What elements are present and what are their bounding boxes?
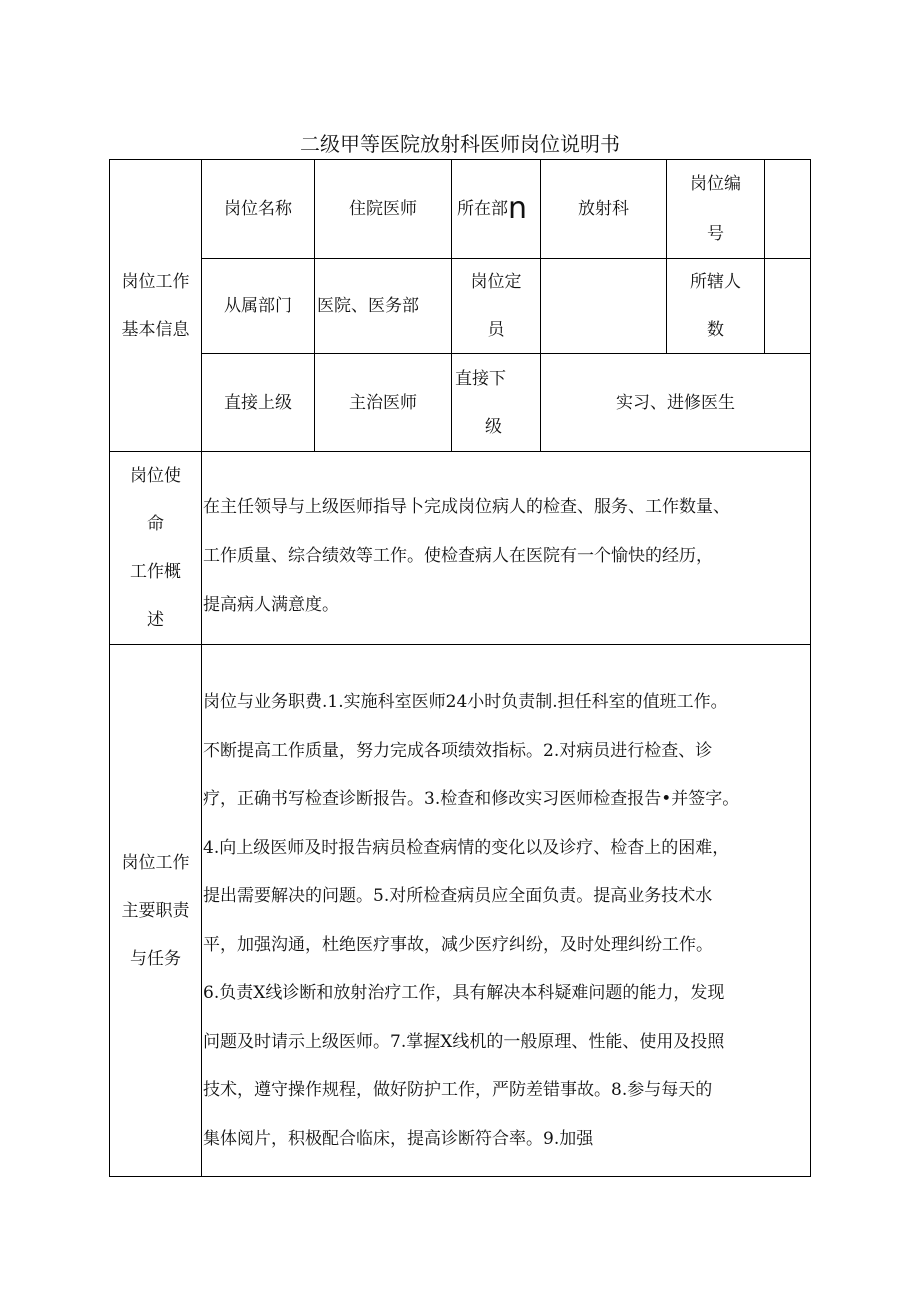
basic-info-label-line-1: 岗位工作 <box>121 271 190 292</box>
mission-section-label <box>110 452 201 644</box>
parent-dept-value: 医院、医务部 <box>317 296 419 316</box>
duties-line: 技术，遵守操作规程，做好防护工作，严防差错事故。8.参与每天的 <box>203 1080 713 1100</box>
duties-text <box>203 678 809 1163</box>
basic-info-label-line-2: 基本信息 <box>121 319 190 340</box>
mission-line: 工作质量、综合绩效等工作。使检查病人在医院有一个愉快的经历， <box>203 546 713 566</box>
basic-info-section-label <box>110 160 201 451</box>
duties-label-line-1: 岗位工作 <box>121 852 190 873</box>
post-no-label <box>667 160 764 258</box>
dept-label-glyph: n <box>508 191 528 226</box>
quota-label-line-1: 岗位定 <box>470 272 522 292</box>
mission-line: 提高病人满意度。 <box>203 595 339 615</box>
duties-line: 4.向上级医师及时报告病员检查病情的变化以及诊疗、检杳上的困难， <box>203 837 730 858</box>
subordinate-label-line-2: 级 <box>485 416 502 437</box>
duties-line: 不断提高工作质量，努力完成各项绩效指标。2.对病员进行检查、诊 <box>203 740 713 761</box>
quota-label-line-2: 员 <box>487 320 505 340</box>
dept-label-text: 所在部 <box>457 199 508 219</box>
post-name-label: 岗位名称 <box>224 199 292 219</box>
dept-label <box>452 160 540 258</box>
mission-label-line-2: 命 <box>147 514 164 534</box>
parent-dept-label: 从属部门 <box>224 296 292 316</box>
duties-line: 岗位与业务职费.1.实施科室医师24小时负责制.担任科室的值班工作。 <box>203 692 728 712</box>
duties-line: 6.负责X线诊断和放射治疗工作，具有解决本科疑难问题的能力，发现 <box>203 983 725 1003</box>
dept-value: 放射科 <box>578 199 629 219</box>
post-no-label-line-2: 号 <box>707 224 724 244</box>
duties-line: 问题及时请示上级医师。7.掌握X线机的一般原理、性能、使用及投照 <box>203 1031 725 1052</box>
post-no-label-line-1: 岗位编 <box>690 174 741 194</box>
staff-label <box>667 259 764 353</box>
post-name-value: 住院医师 <box>349 199 417 219</box>
staff-value <box>765 259 810 353</box>
duties-line: 提出需要解决的问题。5.对所检查病员应全面负责。提高业务技术水 <box>203 886 713 906</box>
subordinate-value: 实习、进修医生 <box>616 392 735 413</box>
duties-line: 平，加强沟通，杜绝医疗事故，减少医疗纠纷，及时处理纠纷工作。 <box>203 934 713 955</box>
superior-label: 直接上级 <box>224 392 292 413</box>
duties-label-line-3: 与任务 <box>130 948 181 969</box>
mission-label-line-1: 岗位使 <box>130 466 181 486</box>
page-title: 二级甲等医院放射科医师岗位说明书 <box>300 132 620 156</box>
mission-line: 在主任领导与上级医师指导卜完成岗位病人的检查、服务、工作数量、 <box>203 497 730 517</box>
quota-value <box>541 259 666 353</box>
subordinate-label-line-1: 直接下 <box>455 368 506 389</box>
mission-label-line-4: 述 <box>147 610 164 630</box>
duties-section-label <box>110 645 201 1176</box>
subordinate-label <box>452 354 540 451</box>
duties-label-line-2: 主要职责 <box>121 900 190 921</box>
duties-line: 集体阅片，积极配合临床，提高诊断符合率。9.加强 <box>203 1128 594 1149</box>
post-no-value <box>765 160 810 258</box>
superior-value: 主治医师 <box>349 392 417 413</box>
mission-label-line-3: 工作概 <box>130 562 181 582</box>
mission-text <box>203 483 809 630</box>
staff-label-line-1: 所辖人 <box>690 272 741 292</box>
staff-label-line-2: 数 <box>707 320 724 340</box>
quota-label <box>452 259 540 353</box>
duties-line: 疗，正确书写检查诊断报告。3.检查和修改实习医师检查报告•并签字。 <box>203 789 740 809</box>
